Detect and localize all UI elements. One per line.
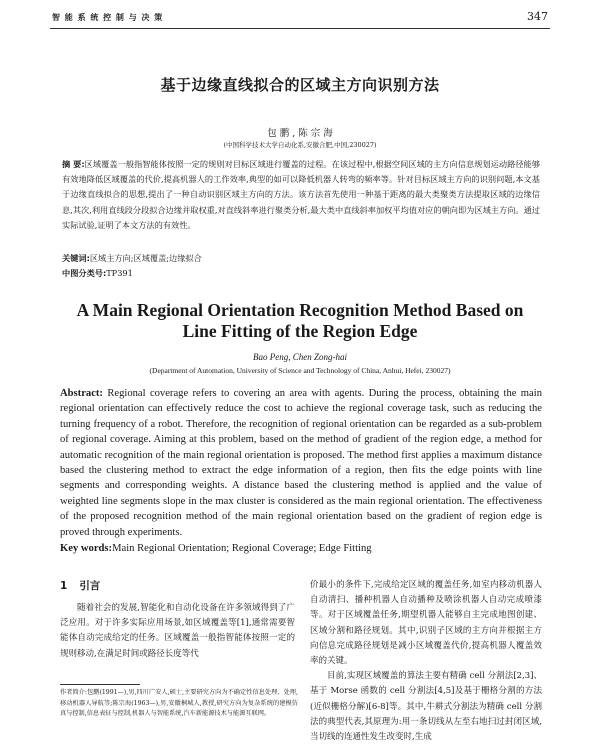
english-keywords — [60, 543, 542, 554]
chinese-abstract — [62, 157, 540, 233]
classification-label: 中图分类号: — [62, 268, 107, 278]
running-header — [52, 12, 548, 26]
classification-value: TP391 — [106, 268, 133, 278]
section-heading — [60, 578, 295, 593]
chinese-abstract-text: 区域覆盖一般指智能体按照一定的规则对目标区域进行覆盖的过程。在该过程中,根据空间区域的主方向信息规划运动路径能够有效地降低区域覆盖的代价,提高机器人的工作效率,典型的如可以降低机器人转弯的频率等。针对目标区域主方向的识别问题,本文基于边缘直线拟合的思想,提出了一种自动识别区域主方向的方法。该方法首先使用一种基于距离的最大类聚类方法提取区域的边缘信息,其次,利用直线段分段拟合边缘并取权重,对直线斜率进行聚类分析,最大类中直线斜率加权平均值对应的朝向即为区域主方向。通过实际试验,证明了本文方法的有效性。 — [62, 159, 541, 230]
english-abstract-label: Abstract: — [60, 388, 103, 399]
chinese-affiliation: (中国科学技术大学自动化系,安徽合肥,中国,230027) — [223, 141, 377, 149]
english-keywords-label: Key words: — [60, 543, 113, 554]
chinese-keywords-text: 区域主方向;区域覆盖;边缘拟合 — [89, 253, 202, 263]
english-title — [0, 300, 600, 342]
right-column — [310, 578, 542, 745]
english-keywords-text: Main Regional Orientation; Regional Coverage; Edge Fitting — [112, 543, 372, 554]
header-rule — [50, 28, 550, 29]
running-head-section: 智 能 系 统 控 制 与 决 策 — [52, 12, 164, 22]
english-title-line-1: A Main Regional Orientation Recognition Method Based on — [76, 300, 524, 320]
author-footnote: 作者简介:包鹏(1991—),男,四川广安人,硕士,主要研究方向为不确定性信息处理、处理,移动机器人导航等;陈宗海(1963—),男,安徽桐城人,教授,研究方向为复杂系统的建模仿真与控制,信息表征与控制,机器人与智能系统,汽车新能源技术与能源互联网。 — [60, 689, 298, 717]
section-number: 1 — [60, 580, 68, 592]
classification-number — [62, 268, 540, 279]
left-column — [60, 578, 295, 662]
english-abstract — [60, 386, 542, 540]
english-affiliation: (Department of Automation, University of Science and Technology of China, Anhui, Hefei, 230027) — [149, 366, 451, 375]
section-title: 引言 — [79, 580, 101, 592]
chinese-abstract-label: 摘 要: — [62, 159, 85, 169]
english-authors: Bao Peng, Chen Zong-hai — [253, 352, 347, 362]
footnote-rule — [60, 684, 140, 685]
page-number: 347 — [527, 10, 548, 23]
chinese-authors: 包 鹏 , 陈 宗 海 — [267, 128, 333, 139]
chinese-title: 基于边缘直线拟合的区域主方向识别方法 — [160, 76, 440, 94]
chinese-keywords — [62, 253, 540, 264]
chinese-keywords-label: 关键词: — [62, 253, 90, 263]
right-paragraph-2: 目前,实现区域覆盖的算法主要有精确 cell 分割法[2,3]、基于 Morse 函数的 cell 分割法[4,5]及基于栅格分割的方法(近似栅格分解)[6-8]等。其中,牛耕式分割法为精确 cell 分割法的典型代表,其原理为:用一条切线从左至右地扫过封闭区域,当切线的连通性发生改变时,生成 — [310, 671, 542, 743]
intro-paragraph: 随着社会的发展,智能化和自动化设备在许多领域得到了广泛应用。对于许多实际应用场景,如区域覆盖等[1],通常需要智能体自动完成给定的任务。区域覆盖一般指智能体按照一定的规则移动,在满足时间或路径长度等代 — [60, 603, 295, 659]
right-paragraph-1: 价最小的条件下,完成给定区域的覆盖任务,如室内移动机器人自动清扫、播种机器人自动播种及喷涂机器人自动完成喷漆等。对于区域覆盖任务,期望机器人能够自主完成地图创建、区域分割和路径规划。其中,识别子区域的主方向并根据主方向信息完成路径规划是减小区域覆盖代价,提高机器人覆盖效率的关键。 — [310, 580, 542, 667]
english-title-line-2: Line Fitting of the Region Edge — [182, 321, 418, 341]
english-abstract-text: Regional coverage refers to covering an area with agents. During the process, obtaining the main regional orientation can effectively reduce the cost to achieve the regional coverage task, such as reducing the turning frequency of a robot. Therefore, the recognition of regional orientation can be regarded as a sub-problem of regional coverage. Aiming at this problem, based on the method of gradient of the region edge, a method for automatic recognition of the main regional orientation is proposed. The method first applies a maximum distance based the clustering method to extract the edge information of a region, then fits the edge points with line segments and corresponding weights. A distance based the clustering method is applied and the value of weighted line segments slope in the max cluster is considered as the main regional orientation. The effectiveness of the proposed recognition method of the main regional orientation based on the gradient of region edge is proved through experiments. — [60, 388, 542, 538]
